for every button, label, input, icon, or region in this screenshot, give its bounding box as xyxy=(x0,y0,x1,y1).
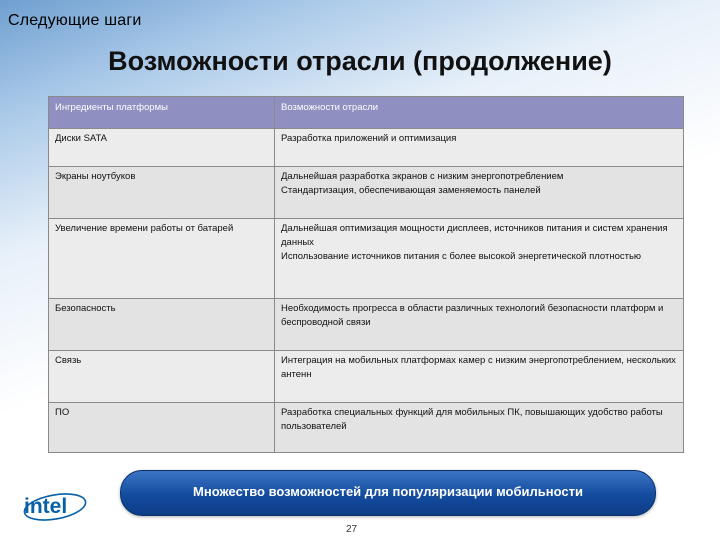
ingredient-cell: Связь xyxy=(49,351,275,403)
table-row xyxy=(49,167,684,219)
ingredient-cell: Экраны ноутбуков xyxy=(49,167,275,219)
table-row xyxy=(49,129,684,167)
capability-line: Дальнейшая разработка экранов с низким энергопотреблением xyxy=(281,171,564,182)
capability-cell xyxy=(275,167,684,219)
capability-line: Интеграция на мобильных платформах камер с низким энергопотреблением, нескольких антенн xyxy=(281,355,676,380)
ingredient-cell: Безопасность xyxy=(49,299,275,351)
intel-logo xyxy=(18,488,88,522)
table-header-row xyxy=(49,97,684,129)
ingredient-cell: Увеличение времени работы от батарей xyxy=(49,219,275,299)
capability-line: Дальнейшая оптимизация мощности дисплеев, источников питания и систем хранения данных xyxy=(281,223,668,248)
capabilities-table xyxy=(48,96,684,453)
section-label: Следующие шаги xyxy=(8,12,142,29)
page-title: Возможности отрасли (продолжение) xyxy=(108,46,612,76)
capability-line: Использование источников питания с более высокой энергетической плотностью xyxy=(281,251,642,262)
capability-cell xyxy=(275,219,684,299)
mobility-banner xyxy=(120,470,656,516)
capability-cell xyxy=(275,403,684,453)
ingredient-cell: Диски SATA xyxy=(49,129,275,167)
capability-line: Разработка специальных функций для мобильных ПК, повышающих удобство работы пользователей xyxy=(281,407,663,432)
capability-cell xyxy=(275,129,684,167)
ingredient-cell: ПО xyxy=(49,403,275,453)
capability-cell xyxy=(275,351,684,403)
capability-line: Разработка приложений и оптимизация xyxy=(281,133,457,144)
capability-line: Стандартизация, обеспечивающая заменяемость панелей xyxy=(281,185,541,196)
column-header-capabilities: Возможности отрасли xyxy=(275,97,684,129)
column-header-ingredients: Ингредиенты платформы xyxy=(49,97,275,129)
capability-line: Необходимость прогресса в области различных технологий безопасности платформ и беспроводной связи xyxy=(281,303,664,328)
page-number: 27 xyxy=(346,524,358,535)
intel-logo-text: intel xyxy=(24,495,68,518)
table-row xyxy=(49,299,684,351)
table-row xyxy=(49,403,684,453)
capability-cell xyxy=(275,299,684,351)
banner-text: Множество возможностей для популяризации мобильности xyxy=(193,484,583,499)
table-row xyxy=(49,219,684,299)
table-row xyxy=(49,351,684,403)
